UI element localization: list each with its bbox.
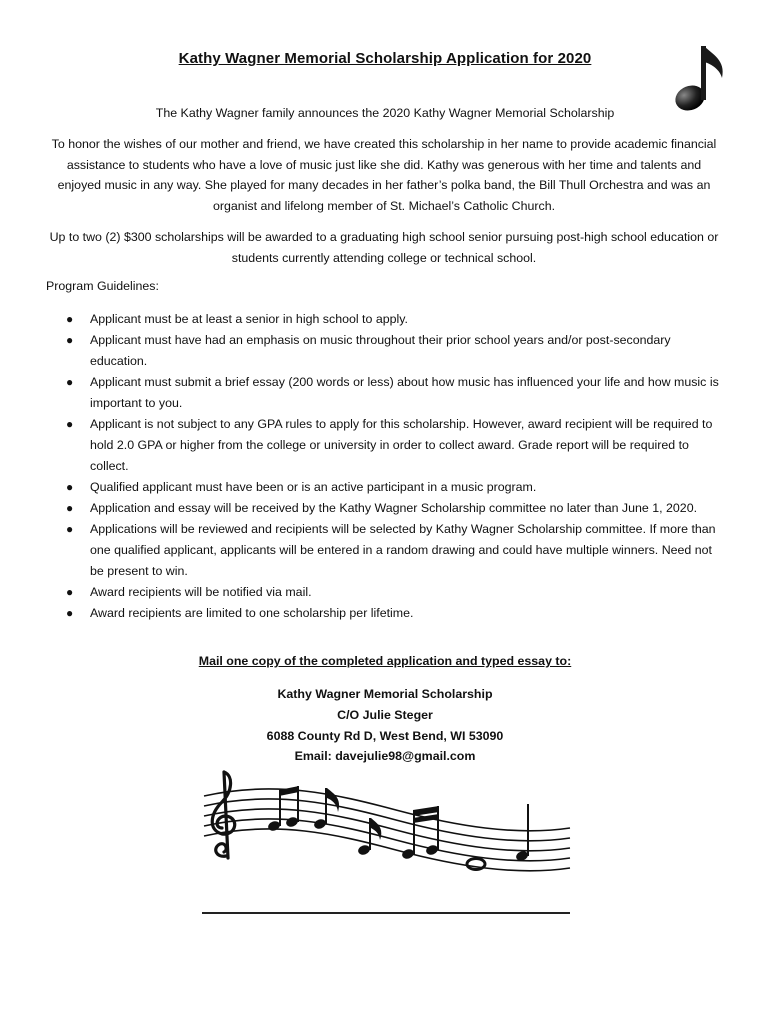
- guideline-text: Award recipients will be notified via mail.: [90, 585, 312, 599]
- guideline-item: [46, 477, 724, 498]
- bullet-icon: ●: [66, 333, 74, 347]
- bullet-icon: ●: [66, 606, 74, 620]
- bullet-icon: ●: [66, 585, 74, 599]
- address-street: 6088 County Rd D, West Bend, WI 53090: [266, 728, 504, 743]
- guideline-item: [46, 498, 724, 519]
- guidelines-label: Program Guidelines:: [46, 279, 159, 293]
- guidelines-list: [46, 309, 724, 624]
- bullet-icon: ●: [66, 375, 74, 389]
- address-name: Kathy Wagner Memorial Scholarship: [277, 687, 493, 701]
- award-paragraph: Up to two (2) $300 scholarships will be awarded to a graduating high school senior pursuing post-high school education or students currently attending college or technical school.: [49, 230, 719, 265]
- guideline-text: Applicant must be at least a senior in high school to apply.: [90, 312, 408, 326]
- intro-paragraph: To honor the wishes of our mother and friend, we have created this scholarship in her name to provide academic financial assistance to students who have a love of music just like she did. Kathy was generous with her time and talents and enjoyed music in any way. She played for many decades in her father’s polka band, the Bill Thull Orchestra and was an organist and lifelong member of St. Michael’s Catholic Church.: [51, 137, 717, 213]
- bullet-icon: ●: [66, 312, 74, 326]
- guideline-item: [46, 603, 724, 624]
- treble-clef-icon: [212, 772, 234, 858]
- guideline-text: Qualified applicant must have been or is an active participant in a music program.: [90, 480, 537, 494]
- bullet-icon: ●: [66, 501, 74, 515]
- signature-line: [202, 912, 570, 914]
- guideline-text: Applicant is not subject to any GPA rules to apply for this scholarship. However, award recipient will be required to hold 2.0 GPA or higher from the college or university in order to collect award. Grade report will be required to collect.: [90, 417, 713, 473]
- guideline-item: [46, 372, 724, 414]
- guideline-text: Applicant must submit a brief essay (200 words or less) about how music has influenced your life and how music is important to you.: [90, 375, 719, 410]
- mailing-address: [0, 684, 770, 767]
- guideline-item: [46, 414, 724, 477]
- guideline-text: Applications will be reviewed and recipients will be selected by Kathy Wagner Scholarship committee. If more than one qualified applicant, applicants will be entered in a random drawing and could have multiple winners. Need not be present to win.: [90, 522, 716, 578]
- bullet-icon: ●: [66, 480, 74, 494]
- guideline-item: [46, 330, 724, 372]
- guideline-item: [46, 519, 724, 582]
- music-staff-notes-illustration: [196, 770, 576, 880]
- address-care-of: C/O Julie Steger: [337, 707, 433, 722]
- guideline-item: [46, 309, 724, 330]
- page-title: Kathy Wagner Memorial Scholarship Application for 2020: [178, 50, 592, 67]
- address-email: Email: davejulie98@gmail.com: [294, 749, 476, 764]
- announcement-text: The Kathy Wagner family announces the 2020 Kathy Wagner Memorial Scholarship: [155, 106, 615, 120]
- mail-heading: Mail one copy of the completed application and typed essay to:: [198, 654, 572, 668]
- bullet-icon: ●: [66, 417, 74, 431]
- guideline-item: [46, 582, 724, 603]
- eighth-note-icon: [668, 40, 730, 116]
- guideline-text: Award recipients are limited to one scholarship per lifetime.: [90, 606, 414, 620]
- bullet-icon: ●: [66, 522, 74, 536]
- guideline-text: Application and essay will be received by the Kathy Wagner Scholarship committee no later than June 1, 2020.: [90, 501, 698, 515]
- guideline-text: Applicant must have had an emphasis on music throughout their prior school years and/or post-secondary education.: [90, 333, 671, 368]
